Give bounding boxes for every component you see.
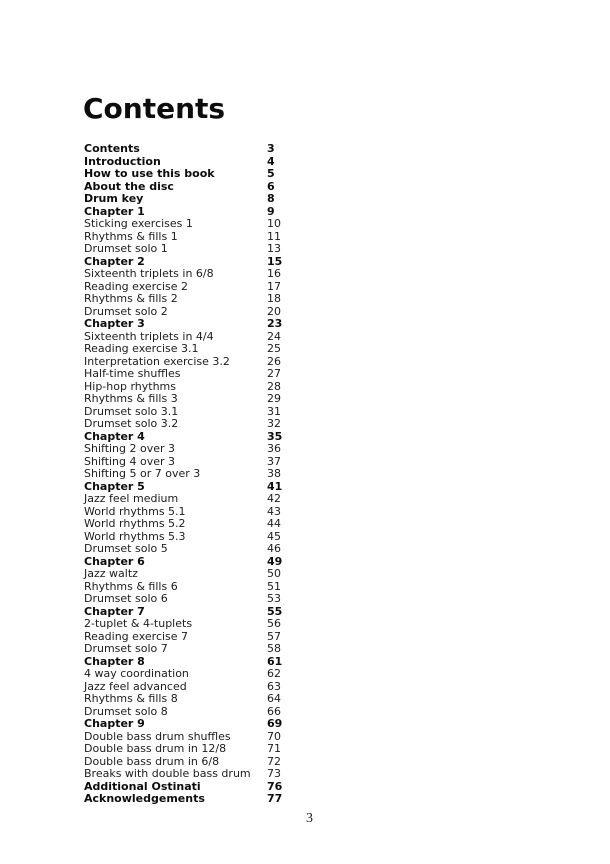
toc-entry-label: Drumset solo 8	[84, 704, 168, 718]
toc-entry-page: 17	[267, 279, 281, 293]
toc-row	[84, 368, 344, 381]
toc-row	[84, 343, 344, 356]
footer-page-number: 3	[306, 811, 313, 826]
toc-entry-page: 56	[267, 617, 281, 630]
toc-entry-page: 18	[267, 292, 281, 305]
toc-entry-label: Double bass drum in 6/8	[84, 754, 220, 768]
toc-row	[84, 668, 344, 681]
toc-entry-page: 49	[267, 554, 283, 568]
toc-entry-label: Chapter 9	[84, 717, 145, 730]
toc-row	[84, 268, 344, 281]
toc-row	[84, 493, 344, 506]
toc-row	[84, 243, 344, 256]
toc-entry-page: 44	[267, 517, 281, 530]
toc-entry-page: 10	[267, 217, 281, 230]
toc-row	[84, 443, 344, 456]
toc-row	[84, 593, 344, 606]
toc-entry-page: 3	[267, 142, 275, 155]
toc-entry-label: Rhythms & fills 6	[84, 579, 178, 593]
toc-row	[84, 718, 344, 731]
toc-entry-page: 15	[267, 254, 283, 268]
toc-entry-label: Contents	[84, 142, 140, 155]
toc-entry-page: 61	[267, 654, 283, 668]
toc-row	[84, 143, 344, 156]
toc-entry-label: Hip-hop rhythms	[84, 379, 177, 393]
toc-entry-label: Reading exercise 7	[84, 629, 189, 643]
toc-entry-label: Chapter 6	[84, 554, 145, 568]
toc-entry-page: 53	[267, 592, 281, 605]
toc-row	[84, 193, 344, 206]
toc-entry-page: 13	[267, 242, 281, 255]
toc-entry-page: 42	[267, 492, 281, 505]
toc-entry-page: 35	[267, 429, 283, 443]
toc-row	[84, 743, 344, 756]
toc-entry-label: Reading exercise 3.1	[84, 342, 199, 355]
toc-entry-page: 50	[267, 567, 281, 580]
toc-entry-label: World rhythms 5.1	[84, 504, 186, 518]
toc-entry-page: 55	[267, 604, 283, 618]
toc-entry-page: 36	[267, 442, 281, 455]
toc-row	[84, 618, 344, 631]
toc-entry-label: Rhythms & fills 8	[84, 692, 178, 705]
toc-entry-page: 27	[267, 367, 281, 380]
toc-entry-label: Drumset solo 6	[84, 592, 168, 605]
toc-entry-page: 37	[267, 454, 281, 468]
toc-entry-page: 20	[267, 304, 281, 318]
toc-entry-label: Chapter 1	[84, 204, 145, 218]
toc-entry-page: 63	[267, 679, 281, 693]
toc-entry-label: Shifting 5 or 7 over 3	[84, 467, 201, 480]
toc-entry-label: Drumset solo 3.2	[84, 417, 179, 430]
toc-entry-page: 77	[267, 792, 283, 805]
toc-entry-page: 11	[267, 229, 281, 243]
toc-row	[84, 468, 344, 481]
toc-entry-label: How to use this book	[84, 167, 215, 180]
toc-entry-page: 62	[267, 667, 281, 680]
toc-entry-page: 71	[267, 742, 281, 755]
toc-entry-page: 25	[267, 342, 281, 355]
toc-entry-label: Chapter 2	[84, 254, 145, 268]
toc-entry-label: Chapter 4	[84, 429, 145, 443]
toc-row	[84, 168, 344, 181]
toc-entry-label: Jazz feel medium	[84, 492, 179, 505]
toc-entry-page: 16	[267, 267, 281, 280]
toc-row	[84, 643, 344, 656]
toc-entry-label: Acknowledgements	[84, 792, 205, 805]
toc-entry-page: 9	[267, 204, 275, 218]
toc-entry-label: Rhythms & fills 1	[84, 229, 178, 243]
toc-entry-label: Drumset solo 3.1	[84, 404, 179, 418]
toc-entry-label: Jazz waltz	[84, 567, 138, 580]
toc-entry-page: 26	[267, 354, 281, 368]
toc-list	[84, 143, 344, 806]
toc-row	[84, 568, 344, 581]
toc-entry-page: 72	[267, 754, 281, 768]
toc-entry-page: 70	[267, 729, 281, 743]
toc-entry-page: 58	[267, 642, 281, 655]
toc-entry-label: Drumset solo 7	[84, 642, 168, 655]
toc-entry-label: Chapter 8	[84, 654, 145, 668]
toc-entry-label: Drumset solo 1	[84, 242, 168, 255]
toc-entry-label: Chapter 7	[84, 604, 145, 618]
toc-entry-page: 57	[267, 629, 281, 643]
toc-entry-label: Double bass drum shuffles	[84, 729, 231, 743]
toc-entry-page: 32	[267, 417, 281, 430]
toc-entry-page: 66	[267, 704, 281, 718]
toc-entry-label: 4 way coordination	[84, 667, 189, 680]
toc-entry-page: 64	[267, 692, 281, 705]
toc-entry-page: 51	[267, 579, 281, 593]
toc-entry-label: Double bass drum in 12/8	[84, 742, 227, 755]
toc-row	[84, 293, 344, 306]
toc-entry-label: Shifting 4 over 3	[84, 454, 176, 468]
toc-entry-label: World rhythms 5.3	[84, 529, 186, 543]
toc-row	[84, 318, 344, 331]
toc-entry-label: Chapter 3	[84, 317, 145, 330]
toc-entry-page: 76	[267, 779, 283, 793]
toc-entry-page: 24	[267, 329, 281, 343]
toc-entry-page: 28	[267, 379, 281, 393]
toc-entry-page: 46	[267, 542, 281, 555]
toc-entry-label: Half-time shuffles	[84, 367, 181, 380]
toc-entry-page: 4	[267, 154, 275, 168]
toc-entry-label: Chapter 5	[84, 479, 145, 493]
toc-entry-label: Drum key	[84, 192, 144, 205]
toc-entry-label: Sixteenth triplets in 6/8	[84, 267, 214, 280]
toc-entry-label: 2-tuplet & 4-tuplets	[84, 617, 193, 630]
toc-entry-page: 8	[267, 192, 275, 205]
toc-entry-label: Jazz feel advanced	[84, 679, 187, 693]
toc-row	[84, 518, 344, 531]
toc-entry-page: 41	[267, 479, 283, 493]
toc-entry-label: Drumset solo 5	[84, 542, 168, 555]
toc-entry-page: 31	[267, 404, 281, 418]
toc-entry-label: About the disc	[84, 179, 174, 193]
toc-row	[84, 218, 344, 231]
toc-entry-label: Breaks with double bass drum	[84, 767, 251, 780]
toc-entry-label: Rhythms & fills 3	[84, 392, 178, 405]
toc-row	[84, 693, 344, 706]
toc-row	[84, 768, 344, 781]
toc-row	[84, 543, 344, 556]
toc-entry-page: 38	[267, 467, 281, 480]
toc-entry-page: 69	[267, 717, 283, 730]
toc-entry-page: 43	[267, 504, 281, 518]
toc-entry-label: World rhythms 5.2	[84, 517, 186, 530]
page-title: Contents	[83, 91, 226, 125]
toc-entry-label: Rhythms & fills 2	[84, 292, 178, 305]
toc-row	[84, 418, 344, 431]
toc-entry-label: Sixteenth triplets in 4/4	[84, 329, 214, 343]
toc-entry-label: Additional Ostinati	[84, 779, 201, 793]
toc-entry-label: Interpretation exercise 3.2	[84, 354, 230, 368]
toc-entry-label: Reading exercise 2	[84, 279, 189, 293]
toc-entry-label: Sticking exercises 1	[84, 217, 193, 230]
toc-entry-page: 73	[267, 767, 281, 780]
toc-entry-page: 6	[267, 179, 275, 193]
toc-entry-page: 23	[267, 317, 283, 330]
toc-entry-page: 29	[267, 392, 281, 405]
toc-row	[84, 793, 344, 806]
toc-row	[84, 393, 344, 406]
toc-entry-label: Drumset solo 2	[84, 304, 168, 318]
toc-entry-page: 5	[267, 167, 275, 180]
toc-entry-label: Shifting 2 over 3	[84, 442, 176, 455]
toc-entry-page: 45	[267, 529, 281, 543]
toc-entry-label: Introduction	[84, 154, 161, 168]
